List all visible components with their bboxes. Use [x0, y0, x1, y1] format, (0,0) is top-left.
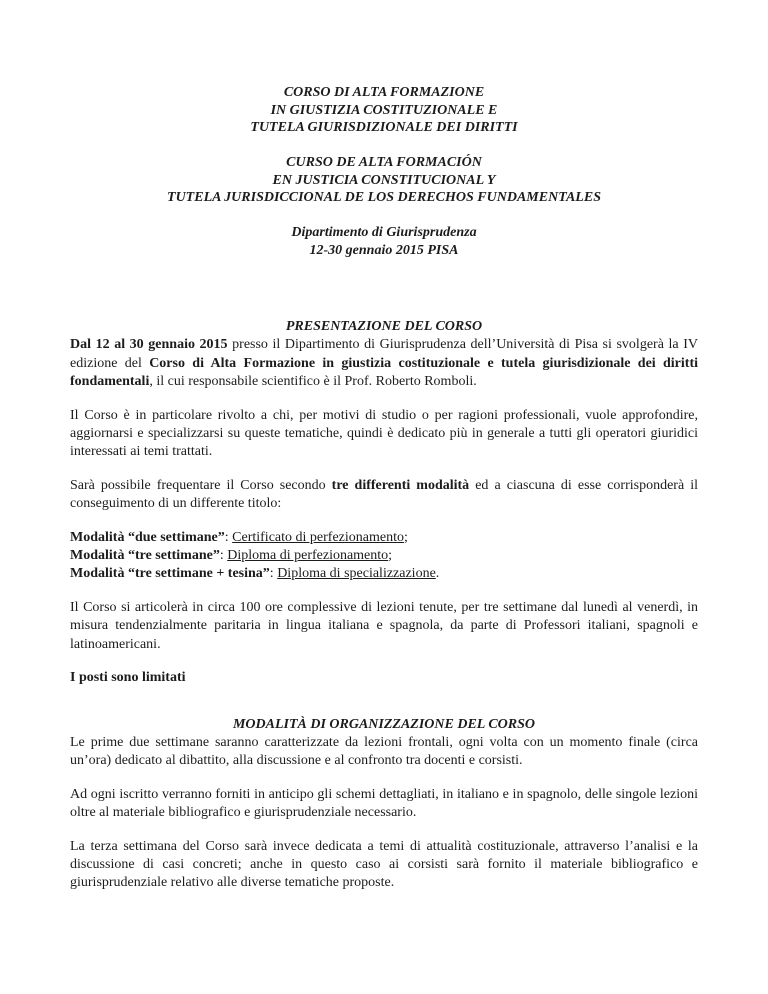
modality-1-label: Modalità “due settimane” — [70, 529, 225, 545]
course-title-spanish-line-1: CURSO DE ALTA FORMACIÓN — [286, 155, 482, 170]
modality-2-separator: : — [219, 548, 228, 564]
presentation-p1-text-1: presso il Dipartimento di Giurisprudenza dell’Università di Pisa si svolgerà la IV edizione del — [70, 337, 698, 371]
document-body — [70, 318, 698, 893]
department-date-block — [70, 224, 698, 259]
modality-3-label: Modalità “tre settimane + tesina” — [70, 566, 270, 582]
modality-2-title-underlined: Diploma di perfezionamento — [227, 548, 389, 564]
modality-1-title-underlined: Certificato di perfezionamento — [232, 529, 404, 545]
course-title-italian-line-2: IN GIUSTIZIA COSTITUZIONALE E — [270, 102, 498, 118]
modality-line-3 — [70, 565, 698, 583]
organization-paragraph-3: La terza settimana del Corso sarà invece dedicata a temi di attualità costituzionale, attraverso l’analisi e la discussione di casi concreti; anche in questo caso ai corsisti sarà fornito il materiale bibliografico e giurisprudenziale relativo alle diverse tematiche proposte. — [70, 838, 698, 891]
presentation-p1-text-2: , il cui responsabile scientifico è il Prof. Roberto Romboli. — [149, 374, 477, 390]
presentation-paragraph-2: Il Corso è in particolare rivolto a chi, per motivi di studio o per ragioni professionali, vuole approfondire, aggiornarsi e specializzarsi su queste tematiche, quindi è dedicato più in generale a tutti gli operatori giuridici interessati ai temi trattati. — [70, 407, 698, 460]
modality-line-2 — [70, 547, 698, 565]
course-title-spanish-line-2: EN JUSTICIA CONSTITUCIONAL Y — [272, 172, 496, 188]
department-line: Dipartimento di Giurisprudenza — [291, 225, 477, 240]
modality-3-terminator: . — [435, 566, 440, 582]
limited-seats-note: I posti sono limitati — [70, 670, 186, 686]
date-range-bold: Dal 12 al 30 gennaio 2015 — [70, 337, 228, 353]
presentation-p3-text-1: Sarà possibile frequentare il Corso secondo — [70, 477, 332, 493]
document-header — [70, 84, 698, 259]
course-title-spanish-line-3: TUTELA JURISDICCIONAL DE LOS DERECHOS FUNDAMENTALES — [167, 190, 601, 205]
modality-2-label: Modalità “tre settimane” — [70, 548, 220, 564]
course-title-spanish — [70, 154, 698, 207]
modality-3-separator: : — [269, 566, 278, 582]
course-name-bold: Corso di Alta Formazione in giustizia costituzionale e tutela giurisdizionale dei diritti fondamentali — [70, 355, 698, 390]
modalities-list — [70, 529, 698, 584]
organization-paragraph-1: Le prime due settimane saranno caratterizzate da lezioni frontali, ogni volta con un momento finale (circa un’ora) dedicato al dibattito, alla discussione e al confronto tra docenti e corsisti. — [70, 734, 698, 769]
three-modalities-bold: tre differenti modalità — [331, 477, 470, 493]
presentation-paragraph-4: Il Corso si articolerà in circa 100 ore complessive di lezioni tenute, per tre settimane dal lunedì al venerdì, in misura tendenzialmente paritaria in lingua italiana e spagnola, da parte di Professori italiani, spagnoli e latinoamericani. — [70, 599, 698, 652]
presentation-paragraph-3 — [70, 477, 698, 514]
modality-line-1 — [70, 529, 698, 547]
modality-1-separator: : — [224, 529, 233, 545]
modality-1-terminator: ; — [403, 529, 408, 545]
course-title-italian-line-3: TUTELA GIURISDIZIONALE DEI DIRITTI — [250, 120, 518, 135]
organization-paragraph-2: Ad ogni iscritto verranno forniti in anticipo gli schemi dettagliati, in italiano e in spagnolo, delle singole lezioni oltre al materiale bibliografico e giurisprudenziale necessario. — [70, 786, 698, 821]
modality-3-title-underlined: Diploma di specializzazione — [277, 566, 436, 582]
presentation-p3-text-2: ed a ciascuna di esse corrisponderà il conseguimento di un differente titolo: — [70, 477, 698, 512]
modality-2-terminator: ; — [388, 548, 393, 564]
presentation-heading: PRESENTAZIONE DEL CORSO — [285, 319, 483, 334]
course-title-italian — [70, 84, 698, 137]
date-place-line: 12-30 gennaio 2015 PISA — [309, 242, 459, 258]
presentation-paragraph-1 — [70, 336, 698, 391]
organization-heading: MODALITÀ DI ORGANIZZAZIONE DEL CORSO — [232, 716, 536, 732]
course-title-italian-line-1: CORSO DI ALTA FORMAZIONE — [283, 85, 485, 100]
